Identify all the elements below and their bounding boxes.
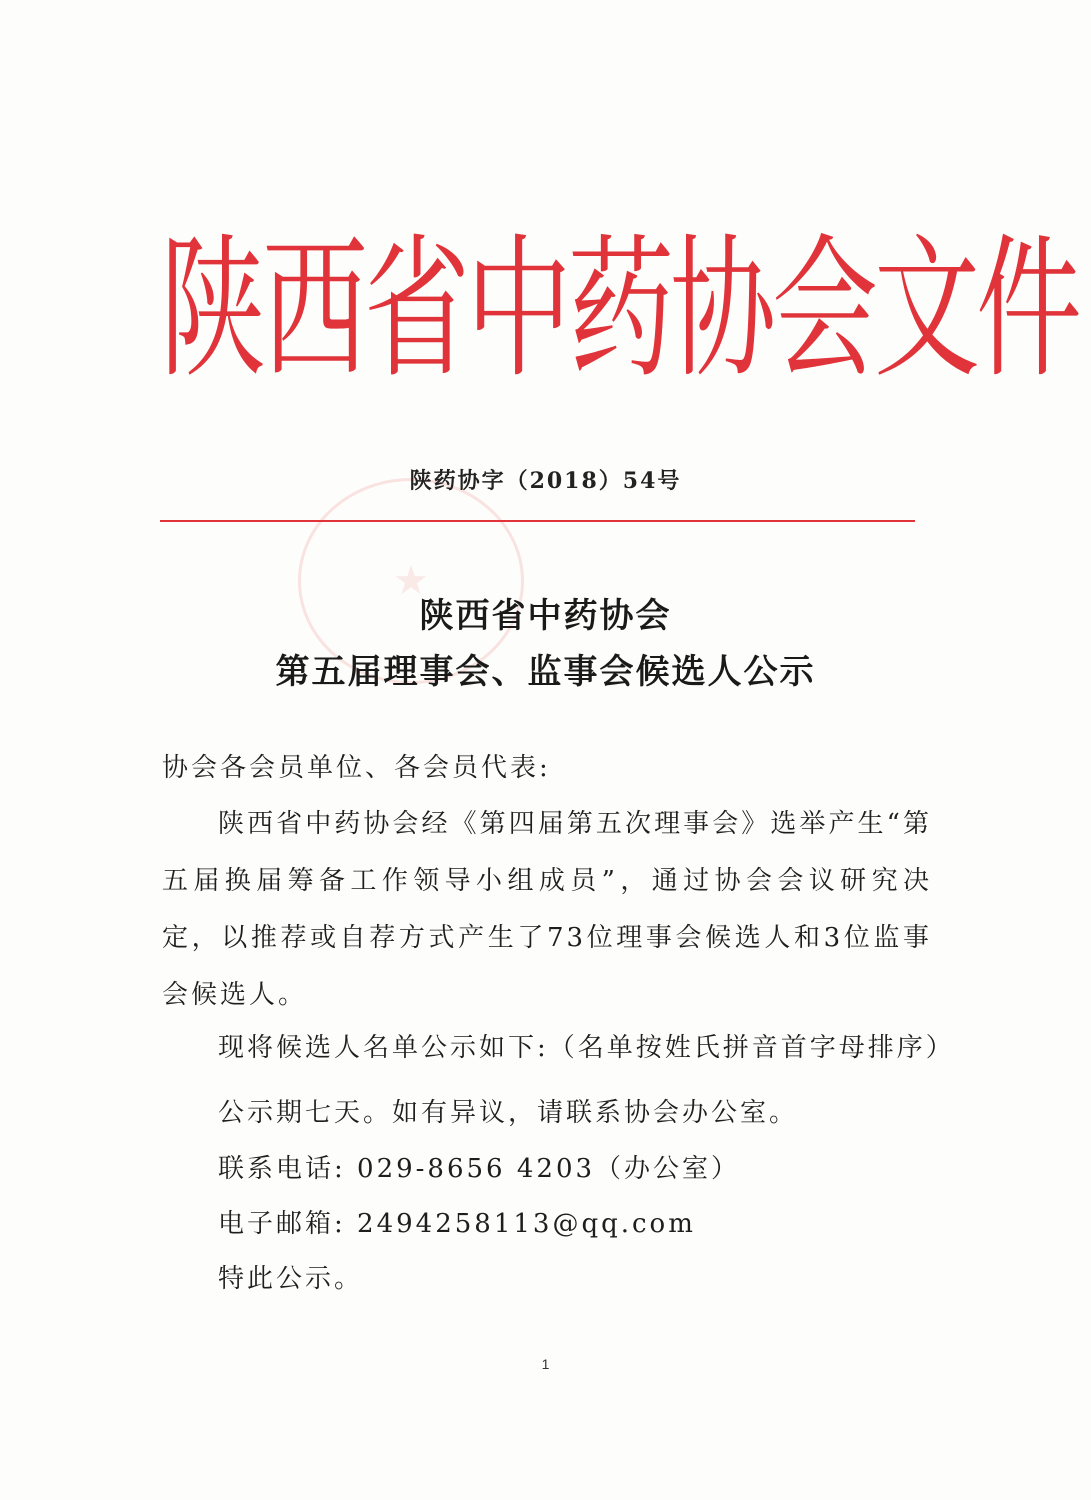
contact-email: 电子邮箱: 2494258113@qq.com bbox=[218, 1209, 696, 1239]
closing-text: 特此公示。 bbox=[218, 1264, 364, 1294]
document-number: 陕药协字（2018）54号 bbox=[409, 468, 682, 494]
notice-title-line2: 第五届理事会、监事会候选人公示 bbox=[275, 652, 816, 692]
notice-title-line1: 陕西省中药协会 bbox=[419, 596, 672, 636]
masthead-title: 陕西省中药协会文件 bbox=[160, 220, 1078, 399]
red-divider bbox=[160, 520, 915, 522]
period-notice: 公示期七天。如有异议，请联系协会办公室。 bbox=[218, 1098, 799, 1128]
body-paragraph: 陕西省中药协会经《第四届第五次理事会》选举产生“第五届换届筹备工作领导小组成员”，通过协会会议研究决定，以推荐或自荐方式产生了73位理事会候选人和3位监事会候选人。 bbox=[162, 809, 932, 1010]
official-seal-icon: ★ bbox=[298, 478, 524, 684]
list-notice: 现将候选人名单公示如下:（名单按姓氏拼音首字母排序） bbox=[218, 1033, 955, 1063]
salutation: 协会各会员单位、各会员代表: bbox=[162, 753, 551, 783]
page-number: 1 bbox=[541, 1356, 550, 1372]
contact-phone: 联系电话: 029-8656 4203（办公室） bbox=[218, 1154, 741, 1184]
